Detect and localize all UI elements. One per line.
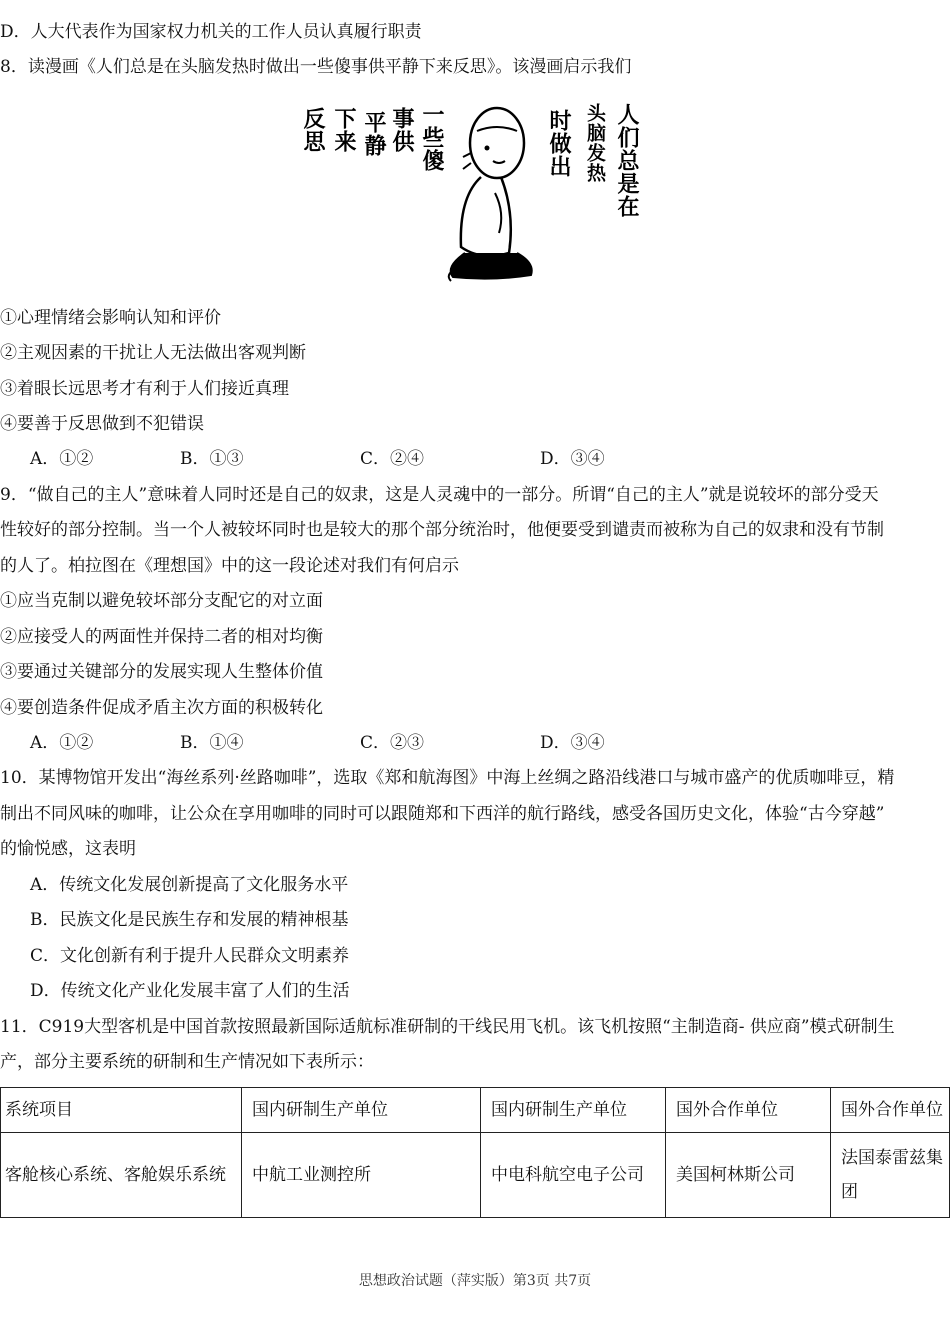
cartoon-caption-col7: 下来 bbox=[331, 107, 356, 153]
cartoon-caption-col3: 时做出 bbox=[546, 109, 571, 178]
q8-statement-1: ①心理情绪会影响认知和评价 bbox=[0, 308, 221, 328]
q8-option-d: D．③④ bbox=[540, 449, 605, 469]
cartoon-caption-col8: 反思 bbox=[300, 107, 325, 153]
q7-option-d: D．人大代表作为国家权力机关的工作人员认真履行职责 bbox=[0, 22, 422, 42]
q9-statement-4: ④要创造条件促成矛盾主次方面的积极转化 bbox=[0, 698, 323, 718]
q8-statement-3: ③着眼长远思考才有利于人们接近真理 bbox=[0, 379, 289, 399]
cartoon-image bbox=[295, 93, 650, 288]
table-header-cell: 系统项目 bbox=[1, 1088, 242, 1133]
cartoon-caption-col4: 一些傻 bbox=[419, 103, 444, 172]
table-header-cell: 国内研制生产单位 bbox=[242, 1088, 481, 1133]
q10-stem-line3: 的愉悦感，这表明 bbox=[0, 839, 136, 859]
systems-table bbox=[0, 1087, 950, 1218]
q10-stem-line2: 制出不同风味的咖啡，让公众在享用咖啡的同时可以跟随郑和下西洋的航行路线，感受各国历史文化，体验“古今穿越” bbox=[0, 804, 885, 824]
table-cell: 中电科航空电子公司 bbox=[481, 1133, 666, 1218]
q8-statement-4: ④要善于反思做到不犯错误 bbox=[0, 414, 204, 434]
q11-stem-line2: 产，部分主要系统的研制和生产情况如下表所示： bbox=[0, 1052, 374, 1072]
q8-option-b: B．①③ bbox=[180, 449, 244, 469]
table-row bbox=[1, 1133, 950, 1218]
q9-statement-1: ①应当克制以避免较坏部分支配它的对立面 bbox=[0, 591, 323, 611]
q9-statement-2: ②应接受人的两面性并保持二者的相对均衡 bbox=[0, 627, 323, 647]
q9-option-b: B．①④ bbox=[180, 733, 244, 753]
q9-stem-line3: 的人了。柏拉图在《理想国》中的这一段论述对我们有何启示 bbox=[0, 556, 459, 576]
q8-option-a: A．①② bbox=[30, 449, 94, 469]
q11-stem-line1: 11．C919大型客机是中国首款按照最新国际适航标准研制的干线民用飞机。该飞机按照“主制造商- 供应商”模式研制生 bbox=[0, 1017, 895, 1037]
q9-statement-3: ③要通过关键部分的发展实现人生整体价值 bbox=[0, 662, 323, 682]
q10-option-d: D．传统文化产业化发展丰富了人们的生活 bbox=[30, 981, 350, 1001]
q9-option-c: C．②③ bbox=[360, 733, 425, 753]
table-header-row bbox=[1, 1088, 950, 1133]
q9-option-d: D．③④ bbox=[540, 733, 605, 753]
q10-option-c: C．文化创新有利于提升人民群众文明素养 bbox=[30, 946, 350, 966]
cartoon-caption-col2: 头脑发热 bbox=[584, 103, 606, 183]
table-cell: 客舱核心系统、客舱娱乐系统 bbox=[1, 1133, 242, 1218]
q9-option-a: A．①② bbox=[30, 733, 94, 753]
q10-stem-line1: 10．某博物馆开发出“海丝系列·丝路咖啡”，选取《郑和航海图》中海上丝绸之路沿线港口与城市盛产的优质咖啡豆，精 bbox=[0, 768, 895, 788]
cartoon-caption-col6: 平静 bbox=[361, 111, 386, 157]
q9-stem-line2: 性较好的部分控制。当一个人被较坏同时也是较大的那个部分统治时，他便要受到谴责而被称为自己的奴隶和没有节制 bbox=[0, 520, 884, 540]
q8-option-c: C．②④ bbox=[360, 449, 425, 469]
q10-option-a: A．传统文化发展创新提高了文化服务水平 bbox=[30, 875, 349, 895]
q8-stem: 8．读漫画《人们总是在头脑发热时做出一些傻事供平静下来反思》。该漫画启示我们 bbox=[0, 57, 632, 77]
q10-option-b: B．民族文化是民族生存和发展的精神根基 bbox=[30, 910, 349, 930]
table-cell: 美国柯林斯公司 bbox=[666, 1133, 831, 1218]
table-header-cell: 国外合作单位 bbox=[831, 1088, 950, 1133]
page-footer: 思想政治试题（萍实版）第3页 共7页 bbox=[358, 1273, 592, 1289]
cartoon-caption-col1: 人们总是在 bbox=[614, 103, 639, 218]
cartoon-caption-col5: 事供 bbox=[389, 107, 414, 153]
q8-statement-2: ②主观因素的干扰让人无法做出客观判断 bbox=[0, 343, 306, 363]
q9-stem-line1: 9．“做自己的主人”意味着人同时还是自己的奴隶，这是人灵魂中的一部分。所谓“自己的主人”就是说较坏的部分受天 bbox=[0, 485, 879, 505]
table-cell: 中航工业测控所 bbox=[242, 1133, 481, 1218]
table-header-cell: 国外合作单位 bbox=[666, 1088, 831, 1133]
table-header-cell: 国内研制生产单位 bbox=[481, 1088, 666, 1133]
table-cell: 法国泰雷兹集团 bbox=[831, 1133, 950, 1218]
